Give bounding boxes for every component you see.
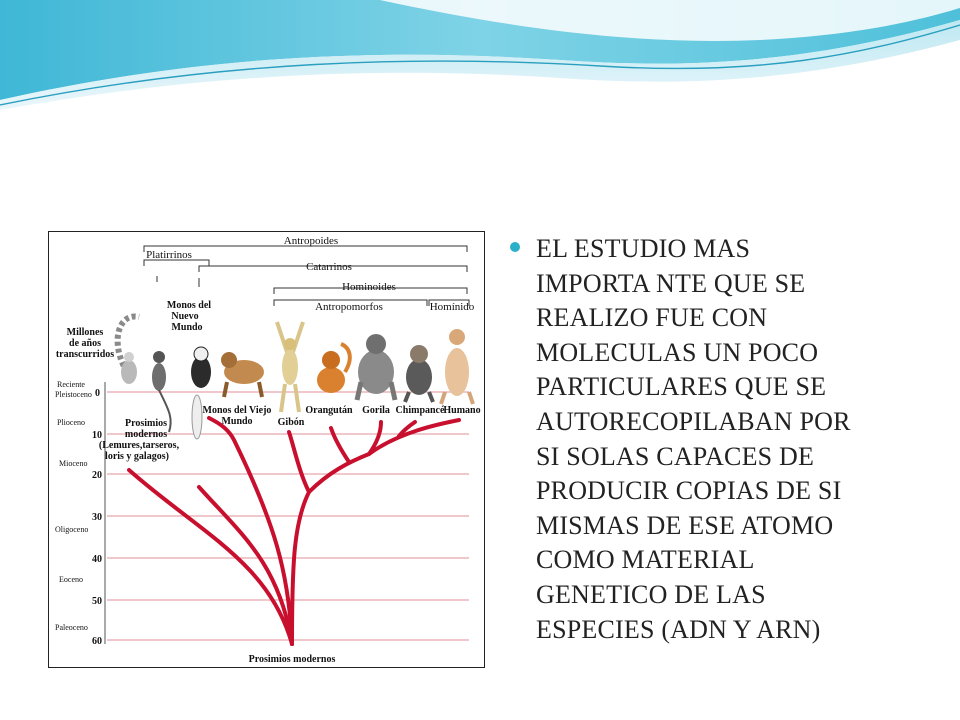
- tick-50: 50: [92, 596, 102, 607]
- taxon-prosimios-2: modernos: [124, 429, 168, 440]
- tick-60: 60: [92, 636, 102, 647]
- group-antropoides: Antropoides: [283, 235, 339, 247]
- branch-orangutan: [331, 428, 349, 462]
- epoch-eoceno: Eoceno: [59, 575, 83, 584]
- group-platirrinos: Platirrinos: [146, 249, 192, 261]
- group-hominoides: Hominoides: [342, 281, 396, 293]
- diagram-canvas: [49, 232, 485, 668]
- group-hominido: Homínido: [429, 301, 475, 313]
- taxon-monos-nuevo-2: Nuevo: [171, 311, 199, 322]
- human-figure: [441, 329, 473, 404]
- taxon-prosimios-1: Prosimios: [124, 418, 168, 429]
- taxon-gorila: Gorila: [362, 405, 390, 416]
- epoch-reciente: Reciente: [57, 380, 85, 389]
- epoch-oligoceno: Oligoceno: [55, 525, 89, 534]
- taxon-monos-nuevo-1: Monos del: [166, 300, 212, 311]
- primate-evolution-diagram: [48, 231, 485, 668]
- group-catarrinos: Catarrinos: [306, 261, 352, 273]
- tick-40: 40: [92, 554, 102, 565]
- taxon-gibon: Gibón: [277, 417, 305, 428]
- tick-0: 0: [95, 388, 100, 399]
- branch-prosimios: [129, 470, 292, 644]
- orangutan-figure: [317, 344, 350, 393]
- baboon-figure: [221, 352, 264, 397]
- taxon-prosimios-3: (Lemures,tarseros,: [98, 440, 180, 451]
- epoch-mioceno: Mioceno: [59, 459, 88, 468]
- colobus-figure: [191, 347, 211, 439]
- bullet-item: EL ESTUDIO MAS IMPORTA NTE QUE SE REALIZO FUE CON MOLECULAS UN POCO PARTICULARES QUE SE AUTORECOPILABAN POR SI SOLAS CAPACES DE PRODUCIR COPIAS DE SI MISMAS DE ESE ATOMO COMO MATERIAL GENETICO DE LAS ESPECIES (ADN Y ARN): [536, 234, 851, 644]
- taxon-prosimios-4: loris y galagos): [105, 451, 169, 462]
- axis-title-line3: transcurridos: [55, 349, 115, 360]
- lemur-figure: [118, 316, 139, 384]
- header-wave-decoration: [0, 0, 960, 120]
- group-antropomorfos: Antropomorfos: [315, 301, 383, 313]
- taxon-monos-viejo-1: Monos del Viejo: [202, 405, 272, 416]
- gorilla-figure: [357, 334, 395, 400]
- bullet-dot-icon: [510, 242, 520, 252]
- taxon-orangutan: Orangután: [305, 405, 353, 416]
- axis-title-line2: de años: [69, 338, 101, 349]
- axis-title-line1: Millones: [66, 327, 104, 338]
- tick-10: 10: [92, 430, 102, 441]
- chimpanzee-figure: [405, 345, 433, 402]
- branch-gibon: [289, 432, 309, 492]
- taxon-humano: Humano: [443, 405, 481, 416]
- branch-hominoid-split: [309, 454, 369, 492]
- tick-20: 20: [92, 470, 102, 481]
- epoch-paleoceno: Paleoceno: [55, 623, 88, 632]
- tick-30: 30: [92, 512, 102, 523]
- taxon-chimpance: Chimpancé: [395, 405, 445, 416]
- taxon-monos-viejo-2: Mundo: [221, 416, 253, 427]
- root-label: Prosimios modernos: [248, 654, 336, 665]
- gibbon-figure: [277, 322, 303, 412]
- taxon-monos-nuevo-3: Mundo: [171, 322, 203, 333]
- epoch-plioceno: Plioceno: [57, 418, 85, 427]
- phylogeny-branches: [129, 418, 459, 644]
- clade-brackets: [144, 246, 469, 306]
- branch-main-trunk: [292, 492, 309, 644]
- epoch-pleistoceno: Pleistoceno: [55, 390, 92, 399]
